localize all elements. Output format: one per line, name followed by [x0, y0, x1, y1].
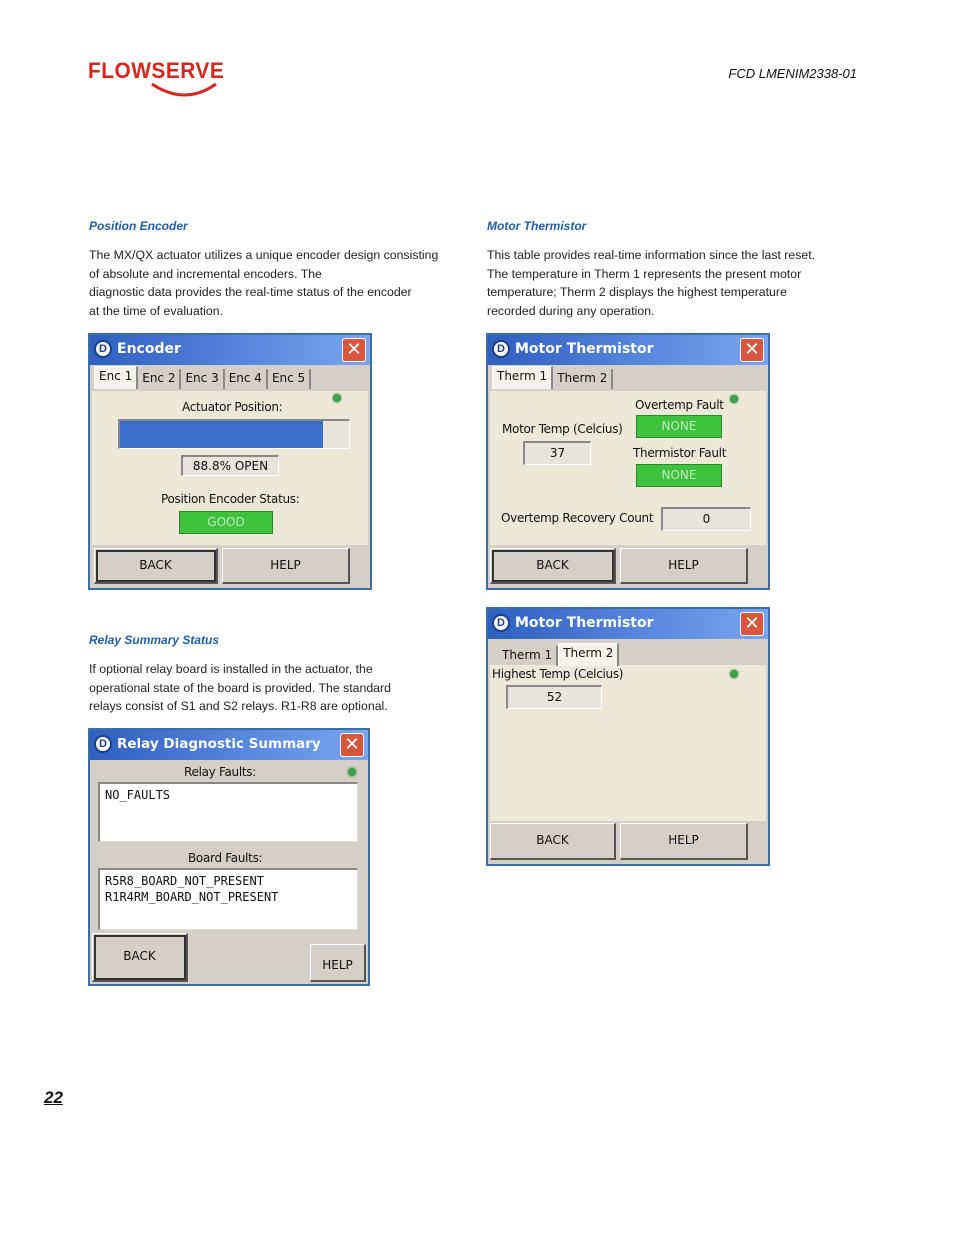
text-line: This table provides real-time information since the last reset.	[487, 248, 816, 262]
relay-summary-text	[89, 660, 391, 716]
section-title-position-encoder: Position Encoder	[89, 219, 188, 233]
overtemp-fault-indicator: NONE	[636, 415, 722, 438]
title-bar	[90, 730, 368, 760]
close-button[interactable]: ✕	[740, 338, 764, 362]
relay-faults-label: Relay Faults:	[184, 765, 256, 779]
title-bar	[488, 609, 768, 639]
tab-therm-1[interactable]: Therm 1	[492, 366, 553, 389]
list-item: R1R4RM_BOARD_NOT_PRESENT	[105, 890, 279, 904]
window-title: Motor Thermistor	[515, 341, 654, 357]
title-bar	[488, 335, 768, 365]
list-item: R5R8_BOARD_NOT_PRESENT	[105, 874, 264, 888]
close-button[interactable]: ✕	[340, 733, 364, 757]
tab-strip	[94, 369, 311, 391]
recovery-count-field: 0	[661, 507, 751, 531]
status-led-icon	[348, 768, 356, 776]
window-title: Relay Diagnostic Summary	[117, 736, 321, 752]
text-line: If optional relay board is installed in the actuator, the	[89, 662, 373, 676]
text-line: The MX/QX actuator utilizes a unique encoder design consisting	[89, 248, 439, 262]
motor-temp-label: Motor Temp (Celcius)	[502, 422, 623, 436]
help-button[interactable]: HELP	[310, 944, 366, 982]
motor-thermistor-window-therm2	[486, 607, 770, 866]
title-bar	[90, 335, 370, 365]
motor-thermistor-window-therm1	[486, 333, 770, 590]
motor-temp-field: 37	[523, 441, 591, 465]
list-item: NO_FAULTS	[105, 788, 171, 802]
section-title-relay-summary: Relay Summary Status	[89, 633, 220, 647]
highest-temp-field: 52	[506, 685, 602, 709]
board-faults-list[interactable]	[98, 868, 358, 930]
board-faults-label: Board Faults:	[188, 851, 263, 865]
help-button[interactable]: HELP	[620, 548, 748, 584]
tab-therm-1[interactable]: Therm 1	[498, 646, 558, 666]
text-line: The temperature in Therm 1 represents the present motor	[487, 266, 802, 281]
encoder-status-label: Position Encoder Status:	[161, 492, 300, 506]
window-title: Encoder	[117, 341, 181, 357]
thermistor-fault-label: Thermistor Fault	[633, 446, 727, 460]
logo-swoosh-icon	[150, 80, 220, 100]
position-encoder-text	[89, 246, 438, 321]
status-led-icon	[730, 670, 738, 678]
text-line: at the time of evaluation.	[89, 304, 223, 319]
document-number: FCD LMENIM2338-01	[728, 66, 857, 81]
app-d-icon: D	[492, 340, 510, 358]
encoder-status-indicator: GOOD	[179, 511, 273, 534]
encoder-window	[88, 333, 372, 590]
motor-thermistor-text	[487, 246, 815, 321]
tab-strip	[492, 369, 613, 391]
back-button[interactable]: BACK	[490, 823, 616, 860]
help-button[interactable]: HELP	[620, 823, 748, 860]
status-led-icon	[730, 395, 738, 403]
close-button[interactable]: ✕	[342, 338, 366, 362]
app-d-icon: D	[492, 614, 510, 632]
status-led-icon	[333, 394, 341, 402]
relay-diagnostic-window	[88, 728, 370, 986]
text-line: of absolute and incremental encoders. The	[89, 266, 322, 281]
actuator-position-label: Actuator Position:	[182, 400, 283, 414]
overtemp-fault-label: Overtemp Fault	[635, 398, 724, 412]
tab-enc-3[interactable]: Enc 3	[181, 369, 224, 389]
close-button[interactable]: ✕	[740, 612, 764, 636]
text-line: temperature; Therm 2 displays the highest temperature	[487, 285, 787, 300]
back-button[interactable]: BACK	[94, 548, 218, 584]
tab-enc-5[interactable]: Enc 5	[268, 369, 311, 389]
page-number: 22	[44, 1088, 63, 1107]
text-line: diagnostic data provides the real-time status of the encoder	[89, 285, 412, 300]
tab-enc-2[interactable]: Enc 2	[138, 369, 181, 389]
flowserve-logo: FLOWSERVE	[88, 58, 225, 83]
app-d-icon: D	[94, 340, 112, 358]
text-line: recorded during any operation.	[487, 304, 655, 319]
tab-therm-2[interactable]: Therm 2	[558, 643, 619, 666]
section-title-motor-thermistor: Motor Thermistor	[487, 219, 587, 233]
tab-enc-4[interactable]: Enc 4	[225, 369, 268, 389]
thermistor-fault-indicator: NONE	[636, 464, 722, 487]
app-d-icon: D	[94, 735, 112, 753]
position-value-field: 88.8% OPEN	[181, 455, 279, 476]
position-progress-bar	[118, 419, 350, 449]
progress-fill	[120, 421, 323, 448]
back-button[interactable]: BACK	[92, 933, 188, 982]
help-button[interactable]: HELP	[222, 548, 350, 584]
tab-enc-1[interactable]: Enc 1	[94, 366, 138, 389]
tab-therm-2[interactable]: Therm 2	[553, 369, 613, 389]
highest-temp-label: Highest Temp (Celcius)	[492, 667, 624, 681]
relay-faults-list[interactable]	[98, 782, 358, 842]
text-line: relays consist of S1 and S2 relays. R1-R8 are optional.	[89, 699, 388, 714]
tab-strip	[498, 646, 619, 668]
text-line: operational state of the board is provided. The standard	[89, 680, 391, 695]
recovery-count-label: Overtemp Recovery Count	[501, 511, 654, 525]
back-button[interactable]: BACK	[490, 548, 616, 584]
window-title: Motor Thermistor	[515, 615, 654, 631]
